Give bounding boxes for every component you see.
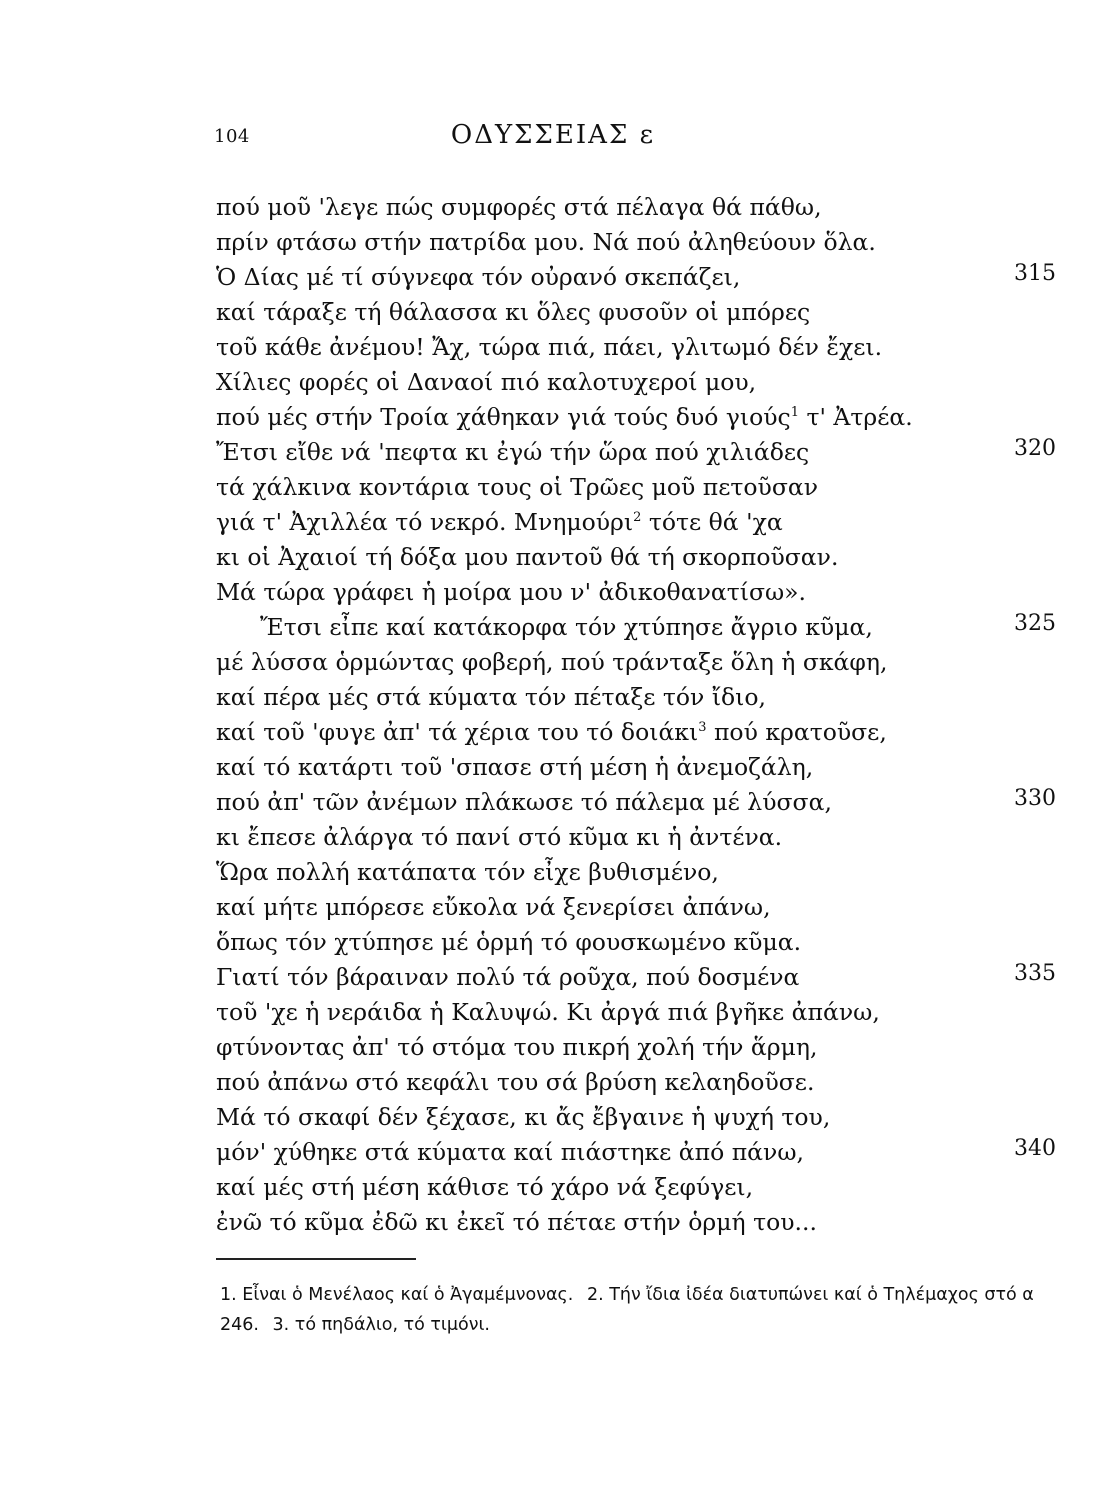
verse-text xyxy=(216,855,719,890)
line-number: 335 xyxy=(1014,961,1056,986)
verse-main-text: Ἔτσι εἴθε νά 'πεφτα κι ἐγώ τήν ὥρα πού χιλιάδες xyxy=(216,438,810,466)
verse-main-text: φτύνοντας ἀπ' τό στόμα του πικρή χολή τήν ἅρμη, xyxy=(216,1033,818,1061)
verse-line xyxy=(216,1030,1056,1065)
verse-text xyxy=(216,645,887,680)
verse-text xyxy=(216,890,771,925)
verse-line xyxy=(216,470,1056,505)
page-number: 104 xyxy=(214,126,250,147)
verse-line xyxy=(216,960,1056,995)
verse-continuation-text: τότε θά 'χα xyxy=(641,508,783,536)
verse-text xyxy=(216,365,756,400)
verse-main-text: πρίν φτάσω στήν πατρίδα μου. Νά πού ἀληθεύουν ὅλα. xyxy=(216,228,876,256)
verse-main-text: Ἔτσι εἶπε καί κατάκορφα τόν χτύπησε ἄγριο κῦμα, xyxy=(260,613,873,641)
verse-main-text: κι οἱ Ἀχαιοί τή δόξα μου παντοῦ θά τή σκορποῦσαν. xyxy=(216,543,839,571)
verse-line xyxy=(216,820,1056,855)
verse-main-text: ὅπως τόν χτύπησε μέ ὁρμή τό φουσκωμένο κῦμα. xyxy=(216,928,802,956)
footnote-entry: 3. τό πηδάλιο, τό τιμόνι. xyxy=(272,1315,490,1335)
verse-line xyxy=(216,680,1056,715)
verse-main-text: πού μοῦ 'λεγε πώς συμφορές στά πέλαγα θά πάθω, xyxy=(216,193,822,221)
verse-main-text: τά χάλκινα κοντάρια τους οἱ Τρῶες μοῦ πετοῦσαν xyxy=(216,473,819,501)
verse-line xyxy=(216,400,1056,435)
verse-main-text: πού ἀπ' τῶν ἀνέμων πλάκωσε τό πάλεμα μέ λύσσα, xyxy=(216,788,832,816)
verse-text xyxy=(216,610,873,645)
verse-text xyxy=(216,190,822,225)
verse-line xyxy=(216,540,1056,575)
verse-main-text: ἐνῶ τό κῦμα ἐδῶ κι ἐκεῖ τό πέταε στήν ὁρμή του... xyxy=(216,1208,817,1236)
verse-main-text: Μά τό σκαφί δέν ξέχασε, κι ἄς ἔβγαινε ἡ ψυχή του, xyxy=(216,1103,831,1131)
verse-main-text: γιά τ' Ἀχιλλέα τό νεκρό. Μνημούρι xyxy=(216,508,634,536)
verse-main-text: πού ἀπάνω στό κεφάλι του σά βρύση κελαηδοῦσε. xyxy=(216,1068,815,1096)
verse-main-text: τοῦ 'χε ἡ νεράιδα ἡ Καλυψώ. Κι ἀργά πιά βγῆκε ἀπάνω, xyxy=(216,998,880,1026)
footnote-divider xyxy=(216,1258,416,1260)
verse-text xyxy=(216,260,740,295)
verse-main-text: Γιατί τόν βάραιναν πολύ τά ροῦχα, πού δοσμένα xyxy=(216,963,800,991)
verse-main-text: μόν' χύθηκε στά κύματα καί πιάστηκε ἀπό πάνω, xyxy=(216,1138,804,1166)
verse-text xyxy=(216,470,818,505)
verse-line xyxy=(216,1065,1056,1100)
verse-line xyxy=(216,1135,1056,1170)
verse-text xyxy=(216,750,813,785)
verse-continuation-text: τ' Ἀτρέα. xyxy=(799,403,913,431)
verse-text xyxy=(216,960,799,995)
footnote-marker: 2 xyxy=(633,510,642,525)
verse-line xyxy=(216,750,1056,785)
verse-line xyxy=(216,925,1056,960)
verse-line xyxy=(216,855,1056,890)
verse-text xyxy=(216,295,810,330)
verse-main-text: καί τοῦ 'φυγε ἀπ' τά χέρια του τό δοιάκι xyxy=(216,718,699,746)
verse-line xyxy=(216,435,1056,470)
verse-line xyxy=(216,890,1056,925)
verse-text xyxy=(216,1170,753,1205)
verse-text xyxy=(216,1100,830,1135)
footnotes xyxy=(220,1280,1056,1340)
verse-text xyxy=(216,1205,817,1240)
verse-text xyxy=(216,925,801,960)
footnote-entry: 2. Τήν ἴδια ἰδέα διατυπώνει καί ὁ Τηλέμαχος στό α 246. xyxy=(220,1285,1034,1335)
footnote-entry: 1. Εἶναι ὁ Μενέλαος καί ὁ Ἀγαμέμνονας. xyxy=(220,1285,574,1305)
verse-main-text: πού μές στήν Τροία χάθηκαν γιά τούς δυό γιούς xyxy=(216,403,791,431)
verse-line xyxy=(216,330,1056,365)
verse-line xyxy=(216,785,1056,820)
verse-line xyxy=(216,260,1056,295)
verse-main-text: καί τάραξε τή θάλασσα κι ὅλες φυσοῦν οἱ μπόρες xyxy=(216,298,811,326)
poem-text xyxy=(216,190,1056,1240)
line-number: 315 xyxy=(1014,261,1056,286)
verse-line xyxy=(216,295,1056,330)
verse-line xyxy=(216,1170,1056,1205)
verse-text xyxy=(216,330,882,365)
verse-main-text: καί τό κατάρτι τοῦ 'σπασε στή μέση ἡ ἀνεμοζάλη, xyxy=(216,753,814,781)
verse-main-text: Ὁ Δίας μέ τί σύγνεφα τόν οὐρανό σκεπάζει, xyxy=(216,263,741,291)
verse-line xyxy=(216,505,1056,540)
verse-line xyxy=(216,995,1056,1030)
verse-main-text: Ὥρα πολλή κατάπατα τόν εἶχε βυθισμένο, xyxy=(216,858,719,886)
verse-text xyxy=(216,995,880,1030)
verse-text xyxy=(216,680,766,715)
verse-main-text: κι ἔπεσε ἀλάργα τό πανί στό κῦμα κι ἡ ἀντένα. xyxy=(216,823,783,851)
verse-text xyxy=(216,715,887,750)
verse-main-text: καί μήτε μπόρεσε εὔκολα νά ξενερίσει ἀπάνω, xyxy=(216,893,771,921)
verse-text xyxy=(216,575,806,610)
verse-line xyxy=(216,610,1056,645)
verse-line xyxy=(216,190,1056,225)
verse-line xyxy=(216,1100,1056,1135)
verse-main-text: καί πέρα μές στά κύματα τόν πέταξε τόν ἴδιο, xyxy=(216,683,767,711)
footnote-marker: 1 xyxy=(790,405,799,420)
verse-line xyxy=(216,365,1056,400)
verse-text xyxy=(216,1030,817,1065)
footnote-marker: 3 xyxy=(698,720,707,735)
verse-main-text: μέ λύσσα ὁρμώντας φοβερή, πού τράνταξε ὅλη ἡ σκάφη, xyxy=(216,648,888,676)
verse-text xyxy=(216,785,832,820)
verse-text xyxy=(216,1065,814,1100)
verse-main-text: Μά τώρα γράφει ἡ μοίρα μου ν' ἀδικοθανατίσω». xyxy=(216,578,807,606)
verse-line xyxy=(216,575,1056,610)
verse-text xyxy=(216,435,809,470)
line-number: 325 xyxy=(1014,611,1056,636)
verse-line xyxy=(216,715,1056,750)
verse-main-text: καί μές στή μέση κάθισε τό χάρο νά ξεφύγει, xyxy=(216,1173,754,1201)
verse-text xyxy=(216,505,783,540)
verse-text xyxy=(216,820,782,855)
verse-text xyxy=(216,225,876,260)
line-number: 340 xyxy=(1014,1136,1056,1161)
verse-text xyxy=(216,540,838,575)
line-number: 330 xyxy=(1014,786,1056,811)
verse-text xyxy=(216,1135,804,1170)
verse-line xyxy=(216,645,1056,680)
verse-main-text: τοῦ κάθε ἀνέμου! Ἄχ, τώρα πιά, πάει, γλιτωμό δέν ἔχει. xyxy=(216,333,883,361)
verse-line xyxy=(216,225,1056,260)
verse-continuation-text: πού κρατοῦσε, xyxy=(706,718,887,746)
verse-line xyxy=(216,1205,1056,1240)
verse-main-text: Χίλιες φορές οἱ Δαναοί πιό καλοτυχεροί μου, xyxy=(216,368,757,396)
running-title: ΟΔΥΣΣΕΙΑΣ ε xyxy=(450,120,656,150)
verse-text xyxy=(216,400,913,435)
line-number: 320 xyxy=(1014,436,1056,461)
